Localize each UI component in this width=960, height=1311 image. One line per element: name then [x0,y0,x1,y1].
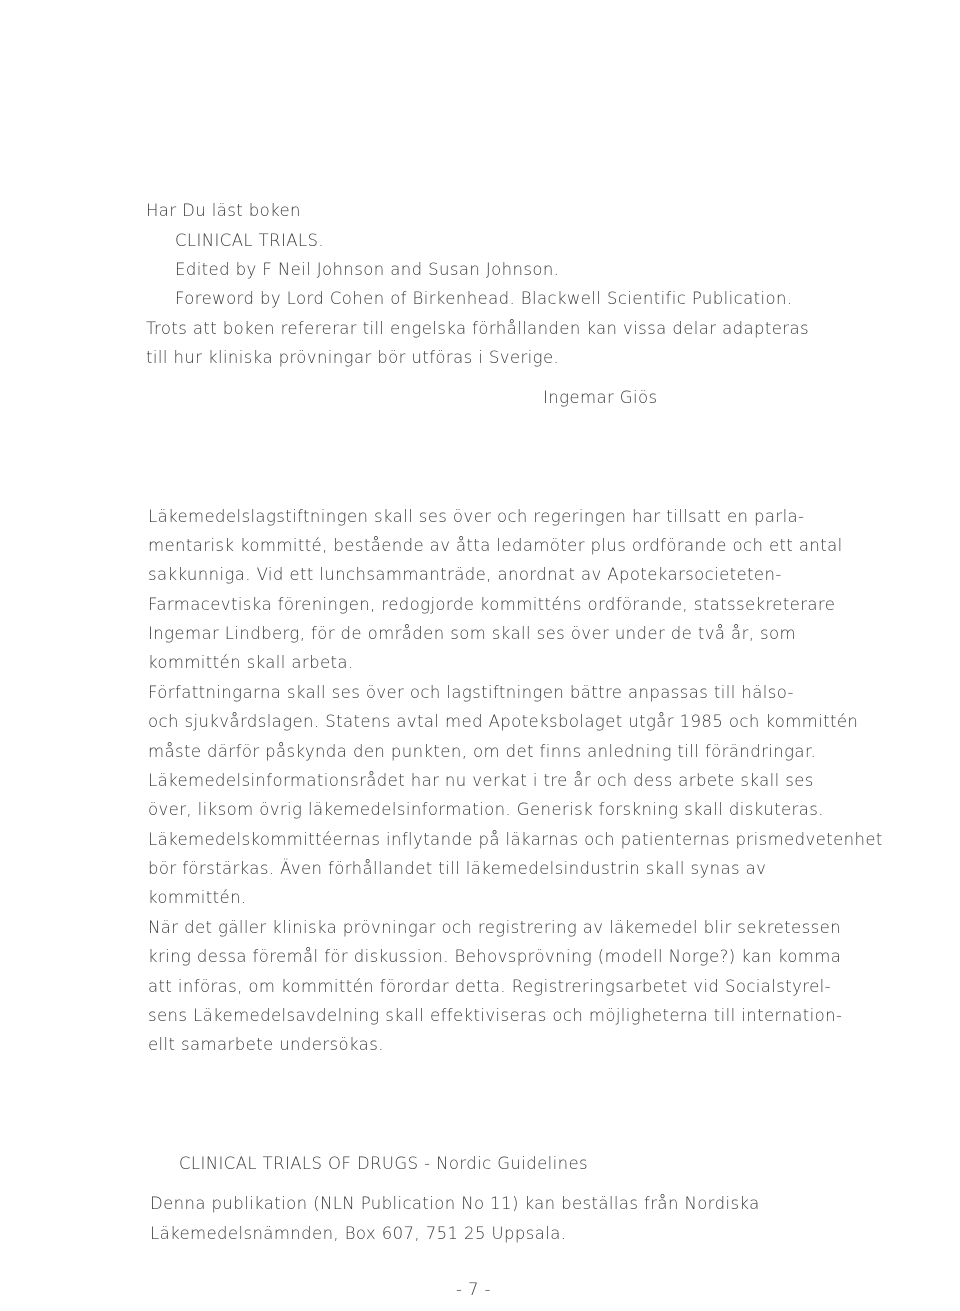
review-signature: Ingemar Giös [543,388,658,407]
page-number: - 7 - [456,1280,491,1299]
article-line-2: mentarisk kommitté, bestående av åtta ledamöter plus ordförande och ett antal [148,536,843,555]
article-line-4: Farmacevtiska föreningen, redogjorde kommitténs ordförande, statssekreterare [148,595,836,614]
review-line-1: Har Du läst boken [146,201,301,220]
article-line-11: över, liksom övrig läkemedelsinformation. Generisk forskning skall diskuteras. [148,800,824,819]
article-line-8: och sjukvårdslagen. Statens avtal med Apoteksbolaget utgår 1985 och kommittén [148,712,859,731]
notice-title: CLINICAL TRIALS OF DRUGS - Nordic Guidelines [179,1154,589,1173]
article-line-3: sakkunniga. Vid ett lunchsammanträde, anordnat av Apotekarsocieteten- [148,565,782,584]
review-line-6: till hur kliniska prövningar bör utföras i Sverige. [146,348,560,367]
article-line-19: ellt samarbete undersökas. [148,1035,384,1054]
review-foreword: Foreword by Lord Cohen of Birkenhead. Blackwell Scientific Publication. [175,289,793,308]
article-line-9: måste därför påskynda den punkten, om det finns anledning till förändringar. [148,742,817,761]
review-editors: Edited by F Neil Johnson and Susan Johnson. [175,260,560,279]
article-line-15: När det gäller kliniska prövningar och registrering av läkemedel blir sekretessen [148,918,841,937]
notice-line-1: Denna publikation (NLN Publication No 11) kan beställas från Nordiska [150,1194,760,1213]
review-book-title: CLINICAL TRIALS. [175,231,325,250]
article-line-5: Ingemar Lindberg, för de områden som skall ses över under de två år, som [148,624,797,643]
article-line-12: Läkemedelskommittéernas inflytande på läkarnas och patienternas prismedvetenhet [148,830,883,849]
article-line-10: Läkemedelsinformationsrådet har nu verkat i tre år och dess arbete skall ses [148,771,814,790]
review-line-5: Trots att boken refererar till engelska förhållanden kan vissa delar adapteras [146,319,809,338]
article-line-6: kommittén skall arbeta. [148,653,354,672]
article-line-1: Läkemedelslagstiftningen skall ses över och regeringen har tillsatt en parla- [148,507,805,526]
article-line-16: kring dessa föremål för diskussion. Behovsprövning (modell Norge?) kan komma [148,947,842,966]
article-line-17: att införas, om kommittén förordar detta. Registreringsarbetet vid Socialstyrel- [148,977,832,996]
notice-line-2: Läkemedelsnämnden, Box 607, 751 25 Uppsala. [150,1224,567,1243]
article-line-18: sens Läkemedelsavdelning skall effektiviseras och möjligheterna till internation- [148,1006,843,1025]
article-line-14: kommittén. [148,888,247,907]
article-line-13: bör förstärkas. Även förhållandet till läkemedelsindustrin skall synas av [148,859,767,878]
article-line-7: Författningarna skall ses över och lagstiftningen bättre anpassas till hälso- [148,683,794,702]
